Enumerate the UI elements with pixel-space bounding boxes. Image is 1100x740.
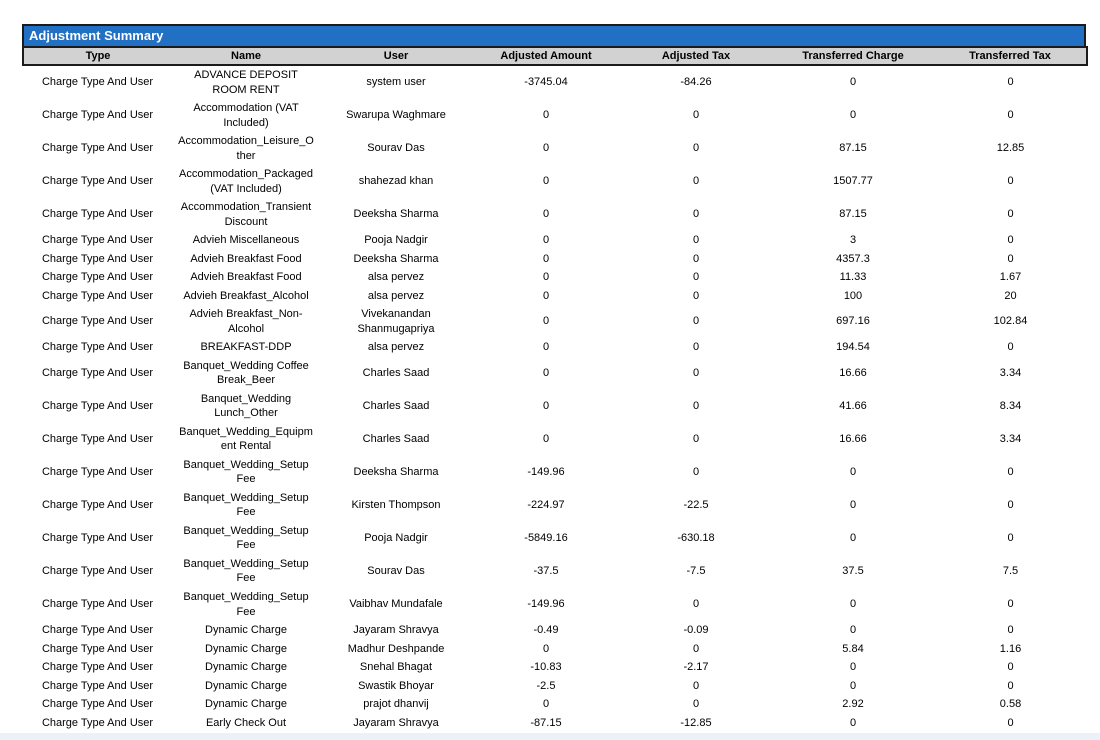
cell-type: Charge Type And User xyxy=(23,522,172,555)
table-row xyxy=(23,423,1087,456)
cell-adjusted-amount: -10.83 xyxy=(472,658,620,677)
cell-name: Banquet_Wedding Coffee Break_Beer xyxy=(172,357,320,390)
cell-adjusted-tax: 0 xyxy=(620,390,772,423)
cell-transferred-charge: 87.15 xyxy=(772,198,934,231)
cell-transferred-tax: 7.5 xyxy=(934,555,1087,588)
cell-user: Swarupa Waghmare xyxy=(320,99,472,132)
cell-transferred-charge: 0 xyxy=(772,99,934,132)
cell-user: system user xyxy=(320,65,472,99)
cell-name: Dynamic Charge xyxy=(172,621,320,640)
table-row xyxy=(23,338,1087,357)
table-row xyxy=(23,489,1087,522)
cell-adjusted-amount: 0 xyxy=(472,231,620,250)
cell-adjusted-amount: 0 xyxy=(472,99,620,132)
cell-transferred-charge: 37.5 xyxy=(772,555,934,588)
column-header-adjusted-tax: Adjusted Tax xyxy=(620,47,772,65)
cell-name: Banquet_Wedding_Setup Fee xyxy=(172,522,320,555)
cell-type: Charge Type And User xyxy=(23,658,172,677)
cell-adjusted-amount: -5849.16 xyxy=(472,522,620,555)
table-row xyxy=(23,640,1087,659)
cell-transferred-tax: 0 xyxy=(934,99,1087,132)
cell-user: Jayaram Shravya xyxy=(320,714,472,733)
cell-user: Jayaram Shravya xyxy=(320,621,472,640)
cell-adjusted-tax: -630.18 xyxy=(620,522,772,555)
cell-adjusted-amount: 0 xyxy=(472,268,620,287)
cell-user: Deeksha Sharma xyxy=(320,198,472,231)
cell-transferred-charge: 0 xyxy=(772,456,934,489)
cell-transferred-tax: 0 xyxy=(934,588,1087,621)
table-row xyxy=(23,522,1087,555)
cell-user: Charles Saad xyxy=(320,423,472,456)
table-row xyxy=(23,250,1087,269)
cell-user: Deeksha Sharma xyxy=(320,250,472,269)
cell-adjusted-tax: 0 xyxy=(620,198,772,231)
cell-transferred-charge: 11.33 xyxy=(772,268,934,287)
cell-transferred-tax: 8.34 xyxy=(934,390,1087,423)
cell-user: Pooja Nadgir xyxy=(320,522,472,555)
table-row xyxy=(23,231,1087,250)
cell-transferred-tax: 0 xyxy=(934,714,1087,733)
summary-table xyxy=(22,46,1088,732)
table-row xyxy=(23,287,1087,306)
cell-adjusted-amount: 0 xyxy=(472,305,620,338)
cell-adjusted-tax: 0 xyxy=(620,268,772,287)
cell-user: prajot dhanvij xyxy=(320,695,472,714)
cell-name: Banquet_Wedding_Setup Fee xyxy=(172,489,320,522)
cell-type: Charge Type And User xyxy=(23,287,172,306)
cell-transferred-charge: 194.54 xyxy=(772,338,934,357)
cell-transferred-tax: 20 xyxy=(934,287,1087,306)
table-row xyxy=(23,198,1087,231)
cell-name: Early Check Out xyxy=(172,714,320,733)
cell-type: Charge Type And User xyxy=(23,250,172,269)
cell-adjusted-amount: 0 xyxy=(472,287,620,306)
cell-transferred-charge: 0 xyxy=(772,65,934,99)
table-row xyxy=(23,268,1087,287)
cell-adjusted-tax: 0 xyxy=(620,456,772,489)
cell-transferred-charge: 697.16 xyxy=(772,305,934,338)
cell-adjusted-amount: -0.49 xyxy=(472,621,620,640)
cell-transferred-charge: 1507.77 xyxy=(772,165,934,198)
cell-type: Charge Type And User xyxy=(23,338,172,357)
cell-user: Madhur Deshpande xyxy=(320,640,472,659)
cell-adjusted-amount: -37.5 xyxy=(472,555,620,588)
cell-name: Advieh Breakfast_Alcohol xyxy=(172,287,320,306)
cell-adjusted-tax: -84.26 xyxy=(620,65,772,99)
cell-user: alsa pervez xyxy=(320,338,472,357)
cell-user: Swastik Bhoyar xyxy=(320,677,472,696)
cell-type: Charge Type And User xyxy=(23,640,172,659)
cell-transferred-charge: 16.66 xyxy=(772,357,934,390)
cell-adjusted-tax: 0 xyxy=(620,677,772,696)
table-row xyxy=(23,456,1087,489)
cell-transferred-charge: 2.92 xyxy=(772,695,934,714)
cell-adjusted-tax: 0 xyxy=(620,165,772,198)
cell-type: Charge Type And User xyxy=(23,132,172,165)
cell-transferred-charge: 0 xyxy=(772,522,934,555)
report-title: Adjustment Summary xyxy=(22,24,1086,46)
cell-transferred-tax: 3.34 xyxy=(934,357,1087,390)
adjustment-summary-report xyxy=(22,24,1086,732)
cell-adjusted-amount: 0 xyxy=(472,640,620,659)
cell-adjusted-amount: 0 xyxy=(472,250,620,269)
cell-adjusted-amount: 0 xyxy=(472,390,620,423)
header-row xyxy=(23,47,1087,65)
cell-adjusted-amount: 0 xyxy=(472,338,620,357)
table-row xyxy=(23,677,1087,696)
cell-transferred-tax: 0 xyxy=(934,231,1087,250)
table-row xyxy=(23,165,1087,198)
cell-transferred-tax: 102.84 xyxy=(934,305,1087,338)
cell-name: Banquet_Wedding_Equipment Rental xyxy=(172,423,320,456)
cell-adjusted-amount: 0 xyxy=(472,165,620,198)
cell-type: Charge Type And User xyxy=(23,489,172,522)
cell-type: Charge Type And User xyxy=(23,198,172,231)
cell-name: BREAKFAST-DDP xyxy=(172,338,320,357)
table-row xyxy=(23,390,1087,423)
cell-adjusted-amount: -2.5 xyxy=(472,677,620,696)
cell-transferred-charge: 87.15 xyxy=(772,132,934,165)
cell-adjusted-tax: 0 xyxy=(620,231,772,250)
cell-transferred-charge: 5.84 xyxy=(772,640,934,659)
cell-transferred-charge: 0 xyxy=(772,489,934,522)
cell-adjusted-amount: -149.96 xyxy=(472,588,620,621)
cell-transferred-tax: 0 xyxy=(934,250,1087,269)
cell-adjusted-amount: -224.97 xyxy=(472,489,620,522)
cell-name: Banquet_Wedding_Setup Fee xyxy=(172,555,320,588)
cell-transferred-charge: 3 xyxy=(772,231,934,250)
cell-transferred-tax: 0 xyxy=(934,65,1087,99)
cell-transferred-tax: 1.16 xyxy=(934,640,1087,659)
cell-transferred-charge: 0 xyxy=(772,677,934,696)
cell-adjusted-tax: 0 xyxy=(620,640,772,659)
cell-name: Dynamic Charge xyxy=(172,695,320,714)
cell-user: Charles Saad xyxy=(320,390,472,423)
cell-type: Charge Type And User xyxy=(23,555,172,588)
cell-type: Charge Type And User xyxy=(23,390,172,423)
cell-user: Kirsten Thompson xyxy=(320,489,472,522)
cell-name: Advieh Breakfast Food xyxy=(172,268,320,287)
cell-name: Banquet_Wedding_Setup Fee xyxy=(172,588,320,621)
cell-transferred-charge: 0 xyxy=(772,588,934,621)
cell-adjusted-tax: 0 xyxy=(620,305,772,338)
table-row xyxy=(23,357,1087,390)
cell-adjusted-amount: 0 xyxy=(472,132,620,165)
cell-name: Dynamic Charge xyxy=(172,658,320,677)
cell-user: Pooja Nadgir xyxy=(320,231,472,250)
cell-transferred-charge: 100 xyxy=(772,287,934,306)
cell-adjusted-tax: 0 xyxy=(620,99,772,132)
cell-transferred-tax: 0 xyxy=(934,621,1087,640)
cell-adjusted-tax: -12.85 xyxy=(620,714,772,733)
cell-name: Advieh Breakfast Food xyxy=(172,250,320,269)
cell-transferred-tax: 3.34 xyxy=(934,423,1087,456)
cell-adjusted-tax: 0 xyxy=(620,423,772,456)
table-row xyxy=(23,695,1087,714)
cell-transferred-tax: 0 xyxy=(934,658,1087,677)
cell-user: alsa pervez xyxy=(320,287,472,306)
cell-adjusted-tax: 0 xyxy=(620,287,772,306)
next-section-strip xyxy=(0,733,1100,740)
cell-adjusted-tax: -0.09 xyxy=(620,621,772,640)
cell-user: Sourav Das xyxy=(320,132,472,165)
cell-user: Vaibhav Mundafale xyxy=(320,588,472,621)
column-header-user: User xyxy=(320,47,472,65)
cell-transferred-tax: 0 xyxy=(934,198,1087,231)
cell-adjusted-amount: -87.15 xyxy=(472,714,620,733)
cell-type: Charge Type And User xyxy=(23,621,172,640)
table-row xyxy=(23,658,1087,677)
table-row xyxy=(23,714,1087,733)
cell-name: Accommodation_Packaged (VAT Included) xyxy=(172,165,320,198)
cell-type: Charge Type And User xyxy=(23,695,172,714)
cell-transferred-tax: 1.67 xyxy=(934,268,1087,287)
cell-name: Dynamic Charge xyxy=(172,640,320,659)
cell-user: Charles Saad xyxy=(320,357,472,390)
cell-adjusted-amount: -3745.04 xyxy=(472,65,620,99)
table-row xyxy=(23,555,1087,588)
cell-adjusted-tax: 0 xyxy=(620,357,772,390)
cell-type: Charge Type And User xyxy=(23,231,172,250)
table-body xyxy=(23,65,1087,732)
cell-adjusted-tax: -7.5 xyxy=(620,555,772,588)
cell-name: Banquet_Wedding Lunch_Other xyxy=(172,390,320,423)
column-header-type: Type xyxy=(23,47,172,65)
cell-transferred-tax: 0 xyxy=(934,165,1087,198)
cell-transferred-charge: 16.66 xyxy=(772,423,934,456)
cell-user: Sourav Das xyxy=(320,555,472,588)
cell-transferred-tax: 0.58 xyxy=(934,695,1087,714)
cell-transferred-tax: 0 xyxy=(934,338,1087,357)
cell-transferred-charge: 0 xyxy=(772,658,934,677)
cell-adjusted-amount: -149.96 xyxy=(472,456,620,489)
cell-type: Charge Type And User xyxy=(23,423,172,456)
cell-name: Accommodation_Transient Discount xyxy=(172,198,320,231)
cell-adjusted-tax: -22.5 xyxy=(620,489,772,522)
column-header-transferred-charge: Transferred Charge xyxy=(772,47,934,65)
cell-transferred-charge: 0 xyxy=(772,714,934,733)
cell-type: Charge Type And User xyxy=(23,588,172,621)
cell-adjusted-tax: 0 xyxy=(620,338,772,357)
table-row xyxy=(23,65,1087,99)
cell-user: Deeksha Sharma xyxy=(320,456,472,489)
cell-adjusted-tax: 0 xyxy=(620,250,772,269)
cell-adjusted-amount: 0 xyxy=(472,198,620,231)
cell-name: Accommodation_Leisure_Other xyxy=(172,132,320,165)
table-row xyxy=(23,588,1087,621)
cell-name: Banquet_Wedding_Setup Fee xyxy=(172,456,320,489)
table-row xyxy=(23,621,1087,640)
cell-transferred-tax: 0 xyxy=(934,677,1087,696)
column-header-adjusted-amount: Adjusted Amount xyxy=(472,47,620,65)
cell-type: Charge Type And User xyxy=(23,165,172,198)
cell-transferred-charge: 4357.3 xyxy=(772,250,934,269)
cell-name: Advieh Breakfast_Non-Alcohol xyxy=(172,305,320,338)
cell-type: Charge Type And User xyxy=(23,268,172,287)
cell-type: Charge Type And User xyxy=(23,99,172,132)
cell-user: Vivekanandan Shanmugapriya xyxy=(320,305,472,338)
cell-transferred-tax: 0 xyxy=(934,489,1087,522)
cell-transferred-tax: 0 xyxy=(934,522,1087,555)
table-row xyxy=(23,305,1087,338)
cell-adjusted-amount: 0 xyxy=(472,423,620,456)
table-row xyxy=(23,132,1087,165)
cell-type: Charge Type And User xyxy=(23,456,172,489)
cell-adjusted-tax: 0 xyxy=(620,695,772,714)
cell-user: shahezad khan xyxy=(320,165,472,198)
cell-type: Charge Type And User xyxy=(23,357,172,390)
cell-user: alsa pervez xyxy=(320,268,472,287)
column-header-name: Name xyxy=(172,47,320,65)
cell-adjusted-tax: 0 xyxy=(620,132,772,165)
cell-transferred-charge: 0 xyxy=(772,621,934,640)
cell-transferred-tax: 0 xyxy=(934,456,1087,489)
cell-adjusted-amount: 0 xyxy=(472,357,620,390)
cell-adjusted-tax: -2.17 xyxy=(620,658,772,677)
table-row xyxy=(23,99,1087,132)
cell-transferred-tax: 12.85 xyxy=(934,132,1087,165)
cell-name: ADVANCE DEPOSIT ROOM RENT xyxy=(172,65,320,99)
cell-type: Charge Type And User xyxy=(23,65,172,99)
cell-type: Charge Type And User xyxy=(23,305,172,338)
cell-name: Dynamic Charge xyxy=(172,677,320,696)
cell-transferred-charge: 41.66 xyxy=(772,390,934,423)
cell-adjusted-tax: 0 xyxy=(620,588,772,621)
cell-type: Charge Type And User xyxy=(23,714,172,733)
cell-name: Accommodation (VAT Included) xyxy=(172,99,320,132)
cell-adjusted-amount: 0 xyxy=(472,695,620,714)
cell-type: Charge Type And User xyxy=(23,677,172,696)
cell-name: Advieh Miscellaneous xyxy=(172,231,320,250)
column-header-transferred-tax: Transferred Tax xyxy=(934,47,1087,65)
cell-user: Snehal Bhagat xyxy=(320,658,472,677)
